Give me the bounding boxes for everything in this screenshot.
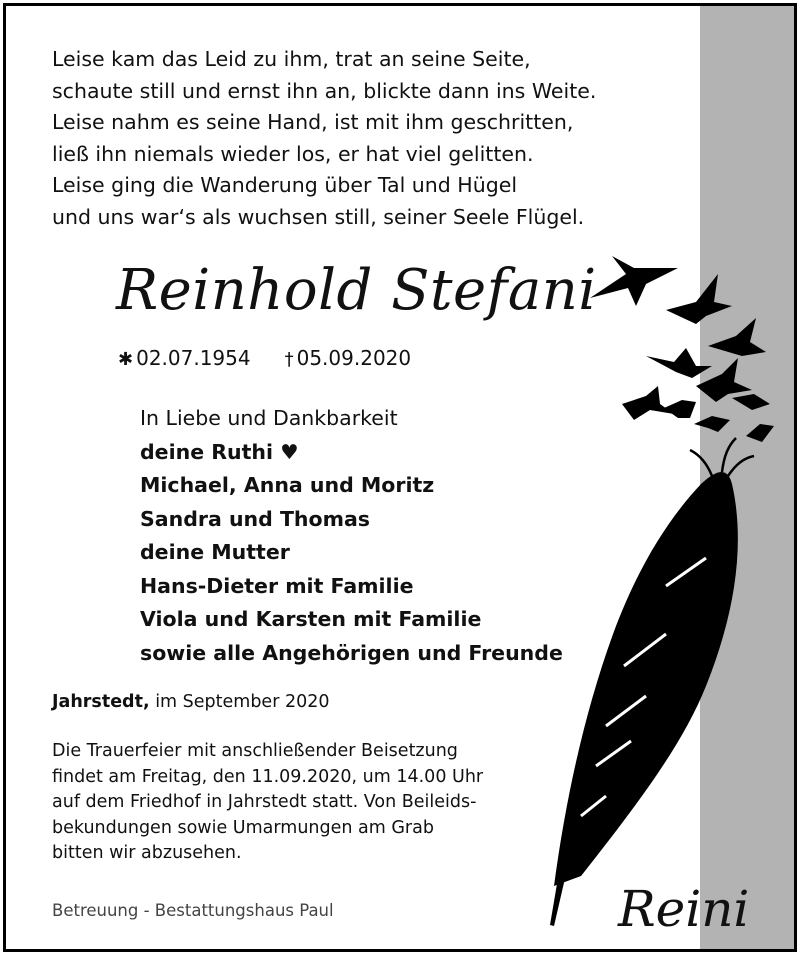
mourner-line: Sandra und Thomas: [140, 506, 371, 531]
bird-icon: [646, 348, 712, 378]
poem-line: Leise nahm es seine Hand, ist mit ihm geschritten,: [52, 110, 574, 134]
mourner-name: deine Ruthi: [140, 439, 274, 464]
mourner-line: Michael, Anna und Moritz: [140, 473, 435, 497]
mourner-line: deine Mutter: [140, 540, 290, 564]
bird-icon: [590, 256, 678, 306]
heart-icon: ♥: [280, 439, 299, 464]
bird-icon: [732, 394, 770, 410]
feather-icon: [554, 472, 738, 886]
bird-icon: [696, 358, 752, 402]
ceremony-info: [52, 739, 483, 867]
funeral-home-credit: Betreuung - Bestattungshaus Paul: [52, 901, 334, 920]
bird-icon: [622, 386, 674, 420]
poem-line: Leise kam das Leid zu ihm, trat an seine Seite,: [52, 47, 531, 71]
mourner-line: Viola und Karsten mit Familie: [140, 607, 482, 631]
place-date-line: [52, 692, 330, 712]
ceremony-line: Die Trauerfeier mit anschließender Beisetzung: [52, 741, 458, 761]
death-date: 05.09.2020: [296, 346, 412, 370]
bird-icon: [746, 424, 774, 442]
bird-icon: [666, 274, 732, 324]
ceremony-line: findet am Freitag, den 11.09.2020, um 14.00 Uhr: [52, 766, 484, 787]
birth-date: 02.07.1954: [136, 346, 251, 370]
poem-line: und uns war‘s als wuchsen still, seiner Seele Flügel.: [52, 204, 585, 229]
mourner-line: [140, 436, 563, 470]
bird-icon: [664, 400, 696, 418]
obituary-frame: [3, 3, 797, 952]
town-name: Jahrstedt,: [52, 692, 150, 712]
life-dates: [118, 346, 411, 370]
mourners-intro: In Liebe und Dankbarkeit: [140, 406, 398, 430]
mourners-list: [140, 402, 563, 670]
mourner-line: Hans-Dieter mit Familie: [140, 573, 414, 598]
deceased-name: Reinhold Stefani: [116, 258, 597, 323]
poem-line: schaute still und ernst ihn an, blickte dann ins Weite.: [52, 78, 597, 103]
place-date: im September 2020: [155, 692, 330, 712]
poem-line: Leise ging die Wanderung über Tal und Hügel: [52, 173, 518, 197]
ceremony-line: bitten wir abzusehen.: [52, 843, 242, 863]
bird-icon: [694, 416, 730, 432]
signature: Reini: [618, 880, 750, 938]
death-cross-icon: †: [284, 349, 294, 370]
poem-line: ließ ihn niemals wieder los, er hat viel gelitten.: [52, 141, 534, 166]
mourner-line: sowie alle Angehörigen und Freunde: [140, 640, 563, 665]
ceremony-line: auf dem Friedhof in Jahrstedt statt. Von Beileids-: [52, 792, 477, 812]
ceremony-line: bekundungen sowie Umarmungen am Grab: [52, 817, 434, 838]
birth-star-icon: ✱: [118, 349, 134, 370]
feather-quill-icon: [550, 872, 566, 926]
bird-icon: [708, 318, 766, 356]
poem: [52, 44, 692, 233]
